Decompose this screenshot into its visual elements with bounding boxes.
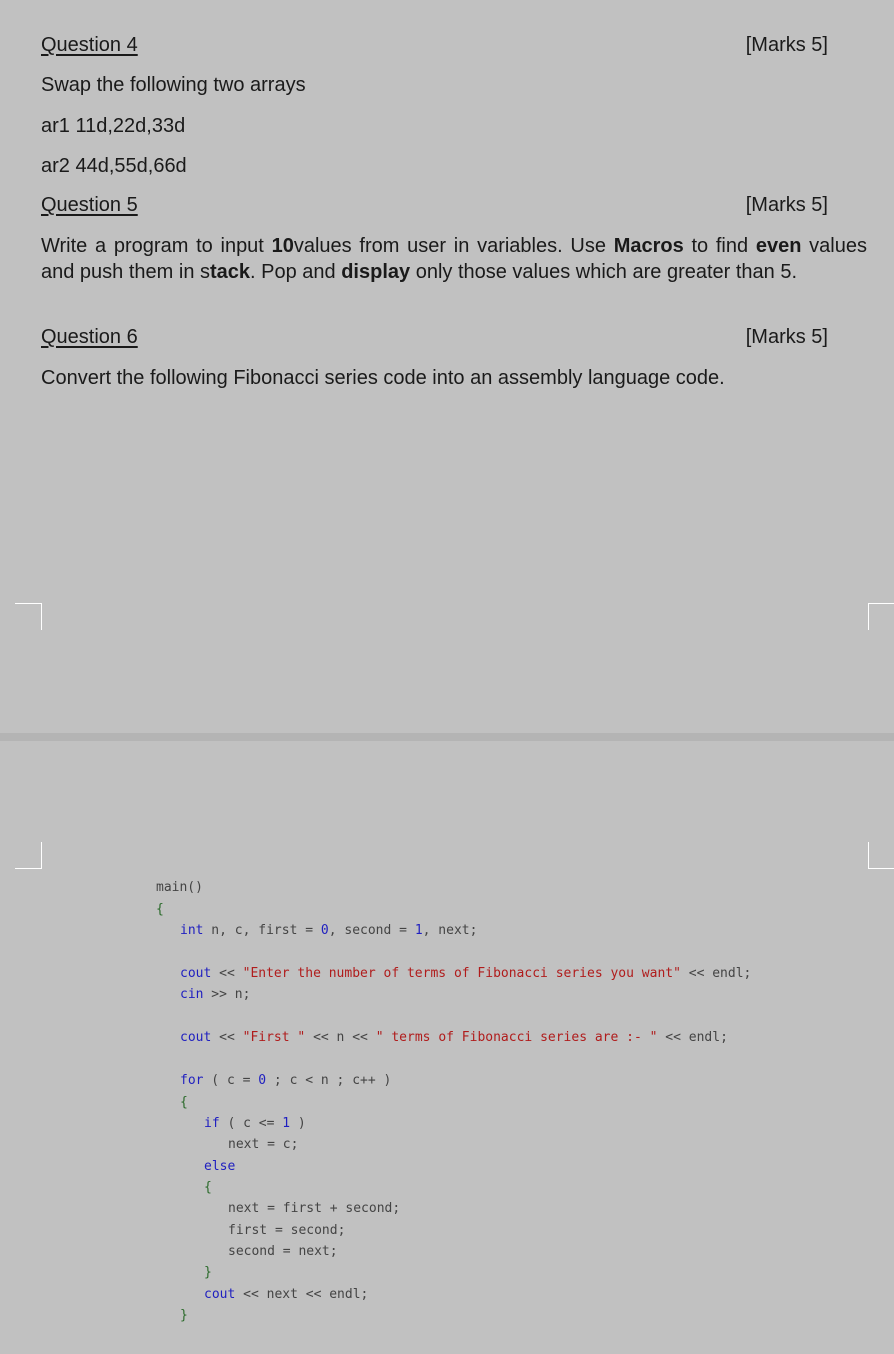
question-4-title: Question 4: [41, 34, 138, 56]
question-5-header: [41, 194, 828, 220]
document-page-2: [0, 741, 894, 1354]
question-6-prompt: Convert the following Fibonacci series code into an assembly language code.: [41, 367, 725, 389]
question-4-marks: [Marks 5]: [745, 34, 828, 56]
array-1: ar1 11d,22d,33d: [41, 115, 186, 137]
code-line: {: [156, 902, 164, 917]
code-line: {: [180, 1095, 188, 1110]
crop-mark-bottom-right: [868, 842, 894, 869]
crop-mark-top-right: [868, 603, 894, 630]
code-line: if ( c <= 1 ): [204, 1116, 306, 1131]
question-4-header: [41, 34, 828, 60]
code-line: }: [204, 1265, 212, 1280]
code-line: next = first + second;: [228, 1201, 401, 1216]
code-line: cout << "Enter the number of terms of Fibonacci series you want" << endl;: [180, 966, 752, 981]
crop-mark-bottom-left: [15, 842, 42, 869]
code-line: first = second;: [228, 1223, 346, 1238]
crop-mark-top-left: [15, 603, 42, 630]
code-line: cout << next << endl;: [204, 1287, 369, 1302]
array-2: ar2 44d,55d,66d: [41, 155, 187, 177]
code-line: second = next;: [228, 1244, 338, 1259]
question-4-prompt: Swap the following two arrays: [41, 74, 306, 96]
code-line: next = c;: [228, 1137, 299, 1152]
code-line: else: [204, 1159, 236, 1174]
code-line: main(): [156, 880, 203, 895]
question-5-text: Write a program to input 10values from user in variables. Use Macros to find even values and push them in stack. Pop and display only those values which are greater than 5.: [41, 235, 867, 283]
code-line: cin >> n;: [180, 987, 251, 1002]
code-line: int n, c, first = 0, second = 1, next;: [180, 923, 478, 938]
question-5-title: Question 5: [41, 194, 138, 216]
question-6-marks: [Marks 5]: [745, 326, 828, 348]
code-line: {: [204, 1180, 212, 1195]
page-separator: [0, 733, 894, 741]
question-6-header: [41, 326, 828, 352]
question-5-marks: [Marks 5]: [745, 194, 828, 216]
code-line: cout << "First " << n << " terms of Fibonacci series are :- " << endl;: [180, 1030, 728, 1045]
code-line: for ( c = 0 ; c < n ; c++ ): [180, 1073, 392, 1088]
question-6-title: Question 6: [41, 326, 138, 348]
code-line: }: [180, 1308, 188, 1323]
